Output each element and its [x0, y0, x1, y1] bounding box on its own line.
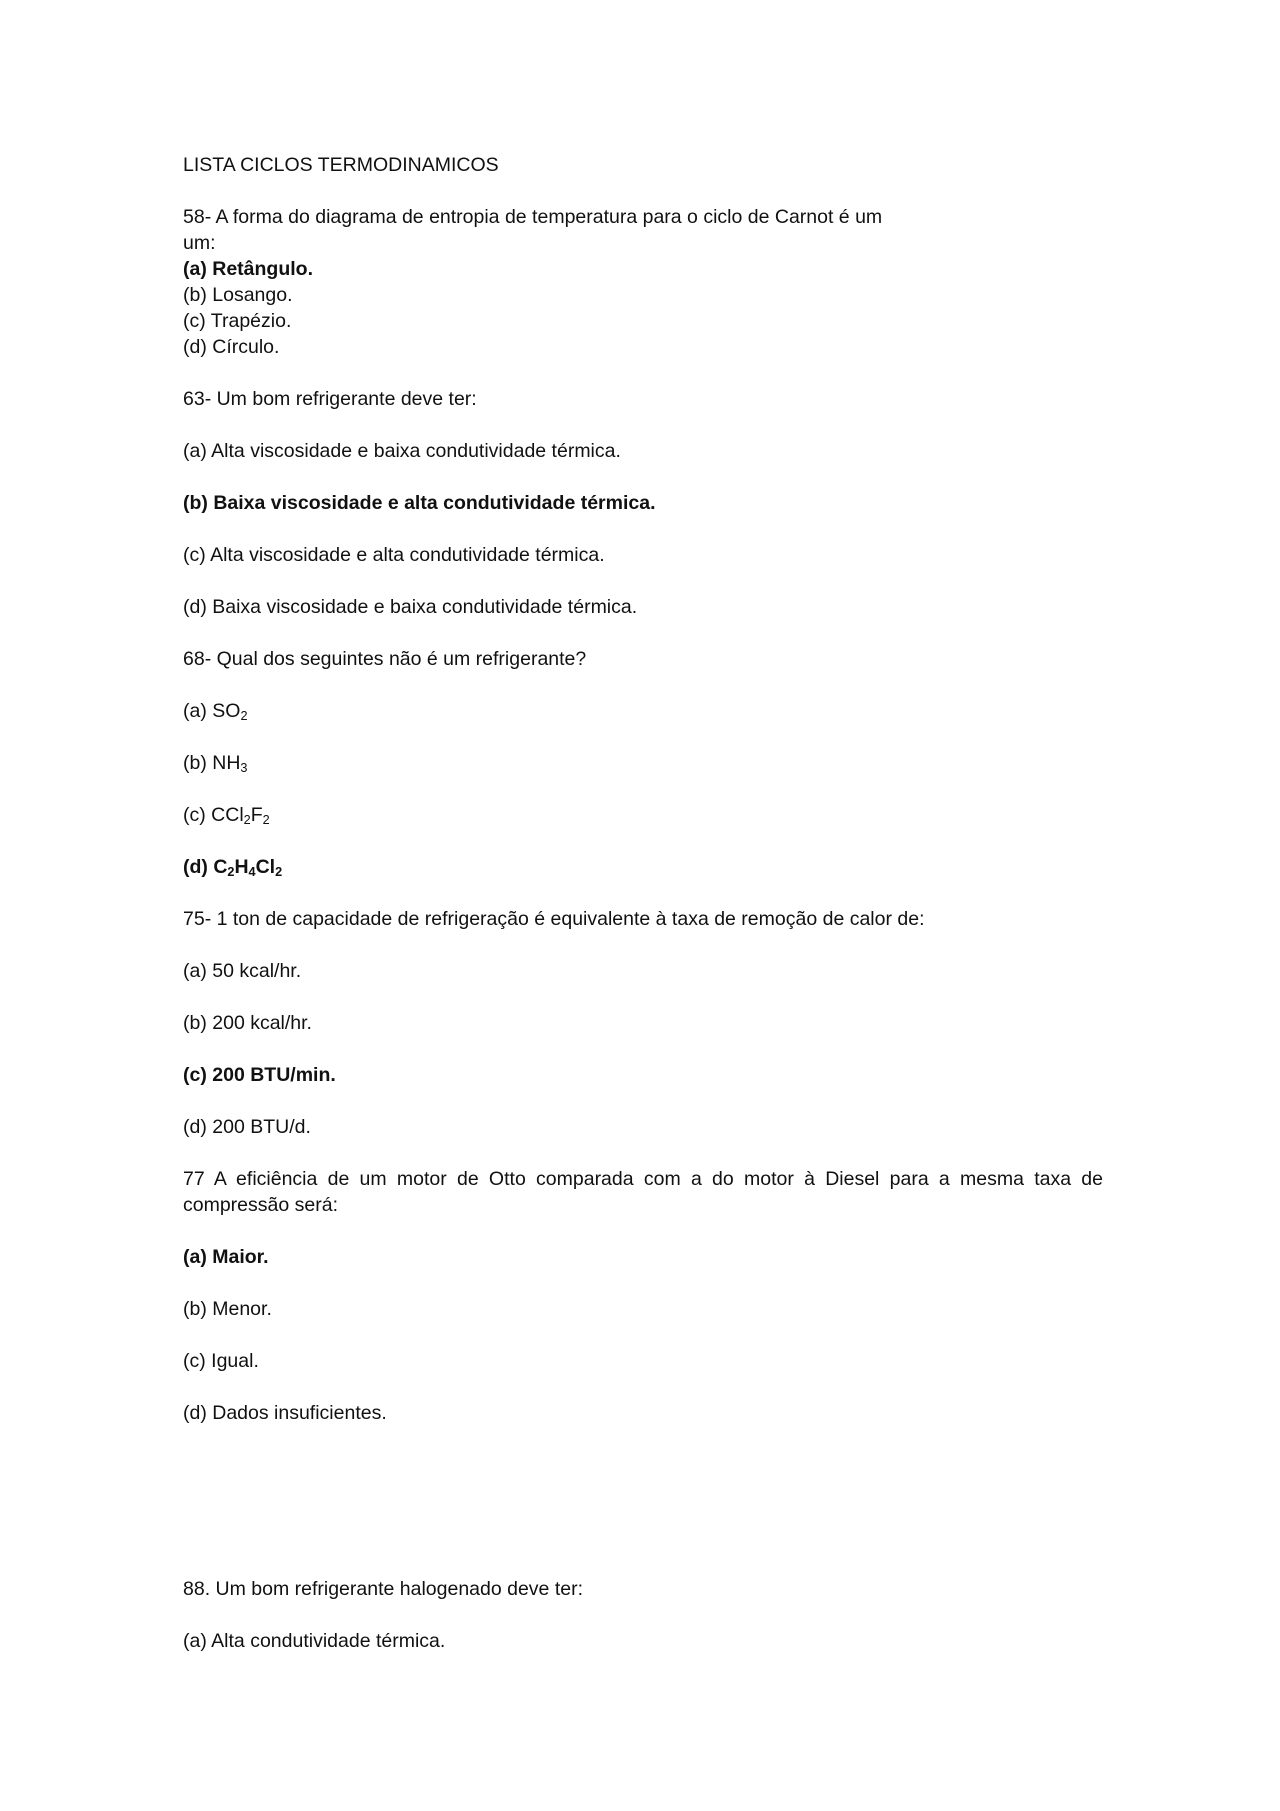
question-58 — [183, 204, 1103, 360]
option-text: Cl — [255, 856, 276, 878]
answer-option: (b) Losango. — [183, 284, 293, 306]
blank-space — [183, 1426, 1103, 1576]
answer-option-correct: (b) Baixa viscosidade e alta condutividade térmica. — [183, 492, 656, 514]
question-stem-continued: um: — [183, 232, 216, 254]
subscript: 2 — [227, 865, 235, 880]
answer-option: (a) Alta viscosidade e baixa condutividade térmica. — [183, 440, 621, 462]
question-stem: 88. Um bom refrigerante halogenado deve ter: — [183, 1578, 583, 1600]
answer-option-correct: (a) Maior. — [183, 1246, 269, 1268]
question-stem: 75- 1 ton de capacidade de refrigeração é equivalente à taxa de remoção de calor de: — [183, 908, 925, 930]
subscript: 2 — [240, 709, 248, 724]
subscript: 3 — [240, 761, 248, 776]
question-stem: 77 A eficiência de um motor de Otto comparada com a do motor à Diesel para a mesma taxa de compressão será: — [183, 1168, 1103, 1216]
answer-option: (c) Trapézio. — [183, 310, 292, 332]
subscript: 4 — [248, 865, 256, 880]
question-68 — [183, 646, 1103, 880]
answer-option — [183, 750, 1103, 776]
answer-option: (c) Igual. — [183, 1350, 259, 1372]
subscript: 2 — [262, 813, 270, 828]
document-title: LISTA CICLOS TERMODINAMICOS — [183, 154, 499, 176]
answer-option: (d) Dados insuficientes. — [183, 1402, 387, 1424]
answer-option: (a) Alta condutividade térmica. — [183, 1630, 446, 1652]
subscript: 2 — [243, 813, 251, 828]
option-text: (c) CCl — [183, 804, 244, 826]
answer-option-correct: (a) Retângulo. — [183, 258, 313, 280]
question-stem: 68- Qual dos seguintes não é um refrigerante? — [183, 648, 587, 670]
answer-option: (c) Alta viscosidade e alta condutividade térmica. — [183, 544, 605, 566]
answer-option — [183, 802, 1103, 828]
option-text: (d) C — [183, 856, 228, 878]
option-text: H — [234, 856, 249, 878]
option-text: F — [250, 804, 263, 826]
answer-option: (d) 200 BTU/d. — [183, 1116, 311, 1138]
subscript: 2 — [275, 865, 283, 880]
question-88 — [183, 1576, 1103, 1654]
answer-option-correct — [183, 854, 1103, 880]
option-text: (a) SO — [183, 700, 241, 722]
question-75 — [183, 906, 1103, 1140]
question-77 — [183, 1166, 1103, 1426]
answer-option: (a) 50 kcal/hr. — [183, 960, 302, 982]
answer-option: (d) Círculo. — [183, 336, 280, 358]
answer-option: (b) 200 kcal/hr. — [183, 1012, 312, 1034]
answer-option — [183, 698, 1103, 724]
answer-option: (b) Menor. — [183, 1298, 272, 1320]
question-stem: 63- Um bom refrigerante deve ter: — [183, 388, 477, 410]
option-text: (b) NH — [183, 752, 241, 774]
question-stem: 58- A forma do diagrama de entropia de temperatura para o ciclo de Carnot é um — [183, 206, 883, 228]
document-page — [183, 152, 1103, 1654]
answer-option: (d) Baixa viscosidade e baixa condutividade térmica. — [183, 596, 638, 618]
question-63 — [183, 386, 1103, 620]
answer-option-correct: (c) 200 BTU/min. — [183, 1064, 336, 1086]
